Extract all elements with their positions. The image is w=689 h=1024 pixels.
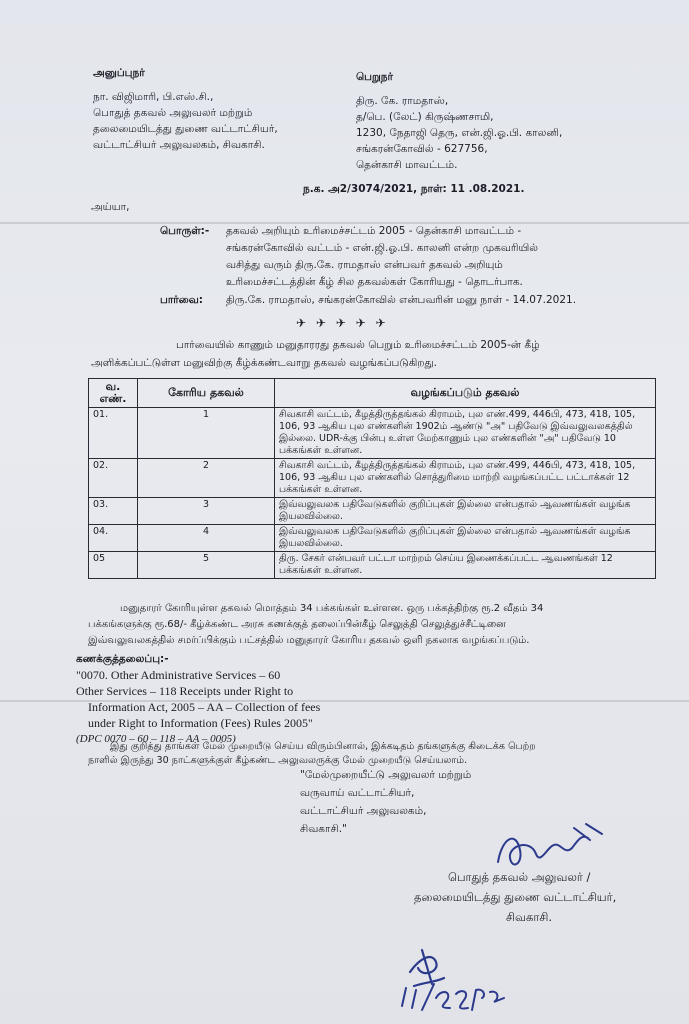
subject-line: உரிமைச்சட்டத்தின் கீழ் சில தகவல்கள் கோரியது - தொடர்பாக.: [226, 276, 523, 288]
sign-line: பொதுத் தகவல் அலுவலர் /: [448, 870, 591, 884]
appeal-line: இது குறித்து தாங்கள் மேல் முறையீடு செய்ய விரும்பினால், இக்கடிதம் தங்களுக்கு கிடைக்க பெற்ற: [110, 741, 536, 752]
appellate-line: வருவாய் வட்டாட்சியர்,: [300, 787, 415, 799]
intro-line: அளிக்கப்பட்டுள்ள மனுவிற்கு கீழ்க்கண்டவாறு தகவல் வழங்கப்படுகிறது.: [91, 357, 437, 369]
separator-marks: ✈ ✈ ✈ ✈ ✈: [296, 316, 389, 330]
column-header-requested: கோரிய தகவல்: [138, 379, 275, 408]
appellate-line: "மேல்முறையீட்டு அலுவலர் மற்றும்: [300, 769, 472, 781]
table-row: [89, 459, 656, 498]
fee-line: பக்கங்களுக்கு ரூ.68/- கீழ்க்கண்ட அரசு கணக்குத் தலைப்பின்கீழ் செலுத்தி செலுத்துச்சீட்டினை: [88, 619, 506, 630]
account-heading: கணக்குத்தலைப்பு:-: [76, 653, 169, 665]
to-line: தென்காசி மாவட்டம்.: [356, 159, 458, 171]
to-line: திரு. கே. ராமதாஸ்,: [356, 95, 449, 107]
row-number: 04.: [89, 525, 138, 552]
to-line: த/பெ. (லேட்) கிருஷ்ணசாமி,: [356, 111, 494, 123]
account-line: "0070. Other Administrative Services – 60: [76, 668, 281, 682]
table-row: [89, 525, 656, 552]
row-number: 01.: [89, 408, 138, 459]
row-info: திரு. சேகர் என்பவர் பட்டா மாற்றம் செய்ய இணைக்கப்பட்ட ஆவணங்கள் 12 பக்கங்கள் உள்ளன.: [275, 552, 656, 579]
from-line: நா. விஜிமாரி, பி.எஸ்.சி.,: [93, 91, 214, 103]
fee-line: இவ்வலுவலகத்தில் சமர்ப்பிக்கும் பட்சத்தில் மனுதாரர் கோரிய தகவல் ஒளி நகலாக வழங்கப்படும்.: [88, 635, 530, 646]
salutation: அய்யா,: [91, 201, 130, 213]
fee-line: மனுதாரர் கோரியுள்ள தகவல் மொத்தம் 34 பக்கங்கள் உள்ளன. ஒரு பக்கத்திற்கு ரூ.2 வீதம் 34: [120, 603, 544, 614]
intro-line: பார்வையில் காணும் மனுதாரரது தகவல் பெறும் உரிமைச்சட்டம் 2005-ன் கீழ்: [176, 339, 540, 351]
row-number: 02.: [89, 459, 138, 498]
reference-text: திரு.கே. ராமதாஸ், சங்கரன்கோவில் என்பவரின் மனு நாள் - 14.07.2021.: [226, 294, 577, 306]
appeal-line: நாளில் இருந்து 30 நாட்களுக்குள் கீழ்கண்ட அலுவலருக்கு மேல் முறையீடு செய்யலாம்.: [88, 755, 468, 766]
table-row: [89, 408, 656, 459]
row-info: இவ்வலுவலக பதிவேடுகளில் குறிப்புகள் இல்லை என்பதால் ஆவணங்கள் வழங்க இயலவில்லை.: [275, 498, 656, 525]
row-requested: 3: [138, 498, 275, 525]
table-row: [89, 552, 656, 579]
from-line: பொதுத் தகவல் அலுவலர் மற்றும்: [93, 107, 253, 119]
subject-label: பொருள்:-: [160, 225, 210, 237]
account-line: Information Act, 2005 – AA – Collection of fees: [88, 700, 321, 714]
to-line: சங்கரன்கோவில் - 627756,: [356, 143, 488, 155]
subject-line: சங்கரன்கோவில் வட்டம் - என்.ஜி.ஓ.பி. காலனி என்ற முகவரியில்: [226, 242, 538, 254]
row-requested: 4: [138, 525, 275, 552]
row-number: 03.: [89, 498, 138, 525]
appellate-line: சிவகாசி.": [300, 823, 347, 835]
row-number: 05: [89, 552, 138, 579]
handwritten-initials-date: [392, 938, 522, 1018]
table-header-row: [89, 379, 656, 408]
subject-line: தகவல் அறியும் உரிமைச்சட்டம் 2005 - தென்காசி மாவட்டம் -: [226, 225, 522, 237]
to-line: 1230, நேதாஜி தெரு, என்.ஜி.ஓ.பி. காலனி,: [356, 127, 563, 139]
subject-line: வசித்து வரும் திரு.கே. ராமதாஸ் என்பவர் தகவல் அறியும்: [226, 259, 503, 271]
account-code: (DPC 0070 – 60 – 118 – AA – 0005): [76, 733, 236, 745]
account-line: under Right to Information (Fees) Rules 2005": [88, 716, 313, 730]
sign-line: சிவகாசி.: [506, 910, 553, 924]
account-line: Other Services – 118 Receipts under Right to: [76, 684, 294, 698]
row-requested: 5: [138, 552, 275, 579]
reference-number: ந.க. அ2/3074/2021, நாள்: 11 .08.2021.: [303, 183, 525, 195]
row-requested: 1: [138, 408, 275, 459]
row-requested: 2: [138, 459, 275, 498]
from-line: தலைமையிடத்து துணை வட்டாட்சியர்,: [93, 123, 278, 135]
information-table: [88, 378, 656, 579]
from-line: வட்டாட்சியர் அலுவலகம், சிவகாசி.: [93, 139, 265, 151]
to-heading: பெறுநர்: [356, 71, 393, 83]
table-row: [89, 498, 656, 525]
appellate-line: வட்டாட்சியர் அலுவலகம்,: [300, 805, 427, 817]
reference-label: பார்வை:: [160, 294, 203, 306]
row-info: இவ்வலுவலக பதிவேடுகளில் குறிப்புகள் இல்லை என்பதால் ஆவணங்கள் வழங்க இயலவில்லை.: [275, 525, 656, 552]
row-info: சிவகாசி வட்டம், கீழத்திருத்தங்கல் கிராமம், புல எண்.499, 446பி, 473, 418, 105, 106, 93 ஆகிய புல எண்களில் சொத்துரிமை மாற்றி வழங்கப்பட்ட பட்டாக்கள் 12 பக்கங்கள் உள்ளன.: [275, 459, 656, 498]
sign-line: தலைமையிடத்து துணை வட்டாட்சியர்,: [414, 890, 617, 904]
column-header-provided: வழங்கப்படும் தகவல்: [275, 379, 656, 408]
from-heading: அனுப்புநர்: [93, 67, 145, 79]
column-header-serial: வ. எண்.: [89, 379, 138, 408]
row-info: சிவகாசி வட்டம், கீழத்திருத்தங்கல் கிராமம், புல எண்.499, 446பி, 473, 418, 105, 106, 93 ஆகிய புல எண்களின் 1902ம் ஆண்டு "அ" பதிவேடு இவ்வலுவலகத்தில் இல்லை. UDR-க்கு பின்பு உள்ள மேற்காணும் புல எண்களின் "அ" பதிவேடு 10 பக்கங்கள் உள்ளன.: [275, 408, 656, 459]
